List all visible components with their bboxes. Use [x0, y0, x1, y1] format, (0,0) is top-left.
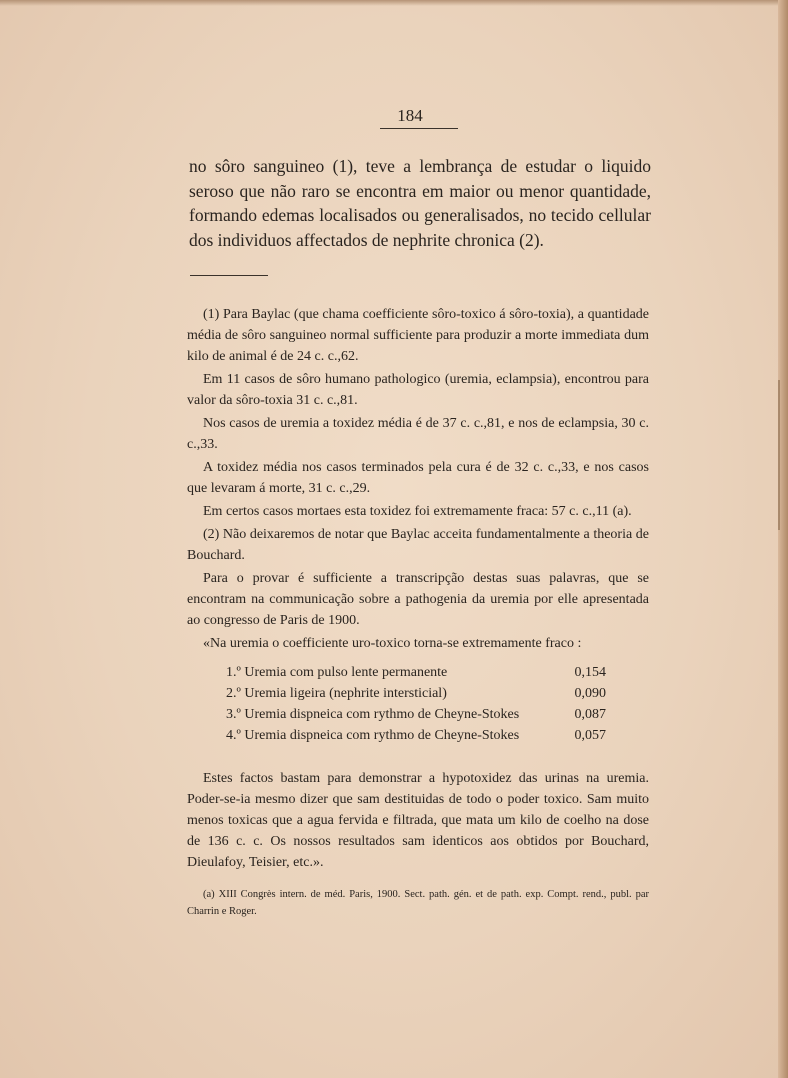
closing-paragraph: Estes factos bastam para demonstrar a hypotoxidez das urinas na uremia. Poder-se-ia mesmo dizer que sam destituidas de todo o poder toxico. Sam muito menos toxicas que a agua fervida e filtrada, que mata um kilo de coelho na dose de 136 c. c. Os nossos resultados sam identicos aos obtidos por Bouchard, Dieulafoy, Teisier, etc.». — [187, 771, 649, 870]
footnote-paragraph: (1) Para Baylac (que chama coefficiente sôro-toxico á sôro-toxia), a quantidade média de sôro sanguineo normal sufficiente para produzir a morte immediata dum kilo de animal é de 24 c. c.,62. — [187, 307, 649, 364]
list-item-value: 0,154 — [574, 665, 606, 680]
page-right-edge — [778, 0, 788, 1078]
page-number-rule — [380, 128, 458, 129]
list-item — [226, 725, 606, 746]
closing-text — [187, 768, 649, 873]
page-number: 184 — [397, 106, 423, 125]
list-item — [226, 683, 606, 704]
footnote-paragraph: Em 11 casos de sôro humano pathologico (uremia, eclampsia), encontrou para valor da sôro-toxia 31 c. c.,81. — [187, 372, 649, 408]
footnote-paragraph: Em certos casos mortaes esta toxidez foi extremamente fraca: 57 c. c.,11 (a). — [203, 504, 632, 519]
list-item-value: 0,087 — [574, 707, 606, 722]
main-text — [189, 154, 651, 252]
list-item-value: 0,090 — [574, 686, 606, 701]
footnote-paragraph: (2) Não deixaremos de notar que Baylac acceita fundamentalmente a theoria de Bouchard. — [187, 527, 649, 563]
list-item-label: 1.º Uremia com pulso lente permanente — [226, 665, 448, 680]
list-item — [226, 704, 606, 725]
footnotes — [187, 304, 649, 654]
source-note — [187, 886, 649, 920]
footnote-paragraph: A toxidez média nos casos terminados pela cura é de 32 c. c.,33, e nos casos que levaram á morte, 31 c. c.,29. — [187, 460, 649, 496]
list-item-value: 0,057 — [574, 728, 606, 743]
footnote-paragraph: «Na uremia o coefficiente uro-toxico torna-se extremamente fraco : — [203, 636, 582, 651]
list-item-label: 2.º Uremia ligeira (nephrite intersticial) — [226, 686, 447, 701]
footnote-paragraph: Para o provar é sufficiente a transcripção destas suas palavras, que se encontram na communicação sobre a pathogenia da uremia por elle apresentada ao congresso de Paris de 1900. — [187, 571, 649, 628]
page-top-edge — [0, 0, 788, 6]
list-item-label: 4.º Uremia dispneica com rythmo de Cheyne-Stokes — [226, 728, 520, 743]
main-paragraph: no sôro sanguineo (1), teve a lembrança de estudar o liquido seroso que não raro se encontra em maior ou menor quantidade, formando edemas localisados ou generalisados, no tecido cellular dos individuos affectados de nephrite chronica (2). — [189, 156, 651, 250]
source-note-text: (a) XIII Congrès intern. de méd. Paris, 1900. Sect. path. gén. et de path. exp. Compt. rend., publ. par Charrin e Roger. — [187, 889, 649, 917]
list-item-label: 3.º Uremia dispneica com rythmo de Cheyne-Stokes — [226, 707, 520, 722]
binding-mark — [778, 380, 780, 530]
list-item — [226, 662, 606, 683]
footnote-paragraph: Nos casos de uremia a toxidez média é de 37 c. c.,81, e nos de eclampsia, 30 c. c.,33. — [187, 416, 649, 452]
footnote-separator — [190, 275, 268, 276]
uremia-list — [226, 662, 606, 746]
